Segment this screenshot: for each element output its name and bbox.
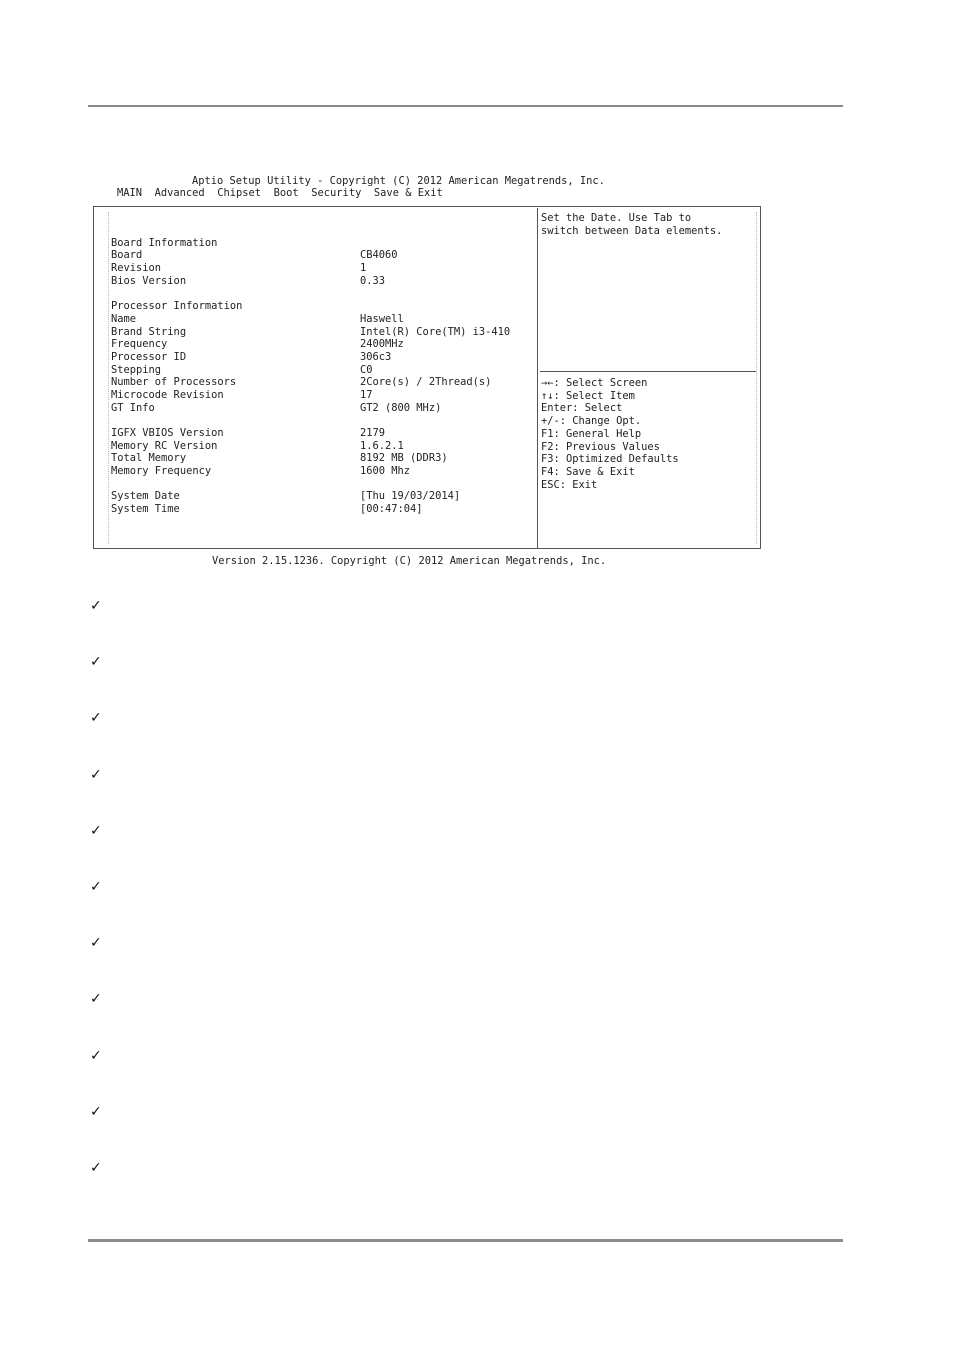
info-value: 2Core(s) / 2Thread(s) <box>360 376 492 389</box>
page-header-rule <box>88 105 843 107</box>
key-help-item: F4: Save & Exit <box>541 465 635 478</box>
info-label: Memory RC Version <box>111 439 218 452</box>
checkmark-icon: ✓ <box>90 1103 102 1120</box>
info-value: GT2 (800 MHz) <box>360 401 442 414</box>
item-help-text <box>541 212 722 237</box>
checkmark-icon: ✓ <box>90 1159 102 1176</box>
info-value: 306c3 <box>360 350 392 363</box>
info-label: Brand String <box>111 325 187 338</box>
key-help-item: F2: Previous Values <box>541 440 660 453</box>
key-help-item: +/-: Change Opt. <box>541 415 642 428</box>
info-value: Intel(R) Core(TM) i3-410 <box>360 325 511 338</box>
info-label: Microcode Revision <box>111 388 224 401</box>
info-value: 17 <box>360 388 373 401</box>
info-label: Memory Frequency <box>111 465 212 478</box>
menu-security[interactable]: Security <box>311 187 362 199</box>
menu-boot[interactable]: Boot <box>273 187 299 199</box>
info-value: 8192 MB (DDR3) <box>360 452 448 465</box>
info-label: Revision <box>111 262 162 275</box>
key-help-item: →←: Select Screen <box>541 377 648 389</box>
info-value[interactable]: [Thu 19/03/2014] <box>360 490 461 503</box>
bios-title: Aptio Setup Utility - Copyright (C) 2012 American Megatrends, Inc. <box>192 175 605 187</box>
info-label: Stepping <box>111 363 162 376</box>
info-value: 1600 Mhz <box>360 465 411 478</box>
bios-menu-bar <box>117 187 443 200</box>
info-value: C0 <box>360 363 373 376</box>
info-label: System Time <box>111 503 180 516</box>
checkmark-icon: ✓ <box>90 654 102 671</box>
info-label: IGFX VBIOS Version <box>111 427 224 439</box>
key-help-item: F3: Optimized Defaults <box>541 453 679 466</box>
info-value[interactable]: [00:47:04] <box>360 503 423 516</box>
info-value: 1 <box>360 262 367 275</box>
panel-divider <box>537 208 538 548</box>
menu-chipset[interactable]: Chipset <box>217 187 262 199</box>
checkmark-icon: ✓ <box>90 1047 102 1064</box>
frame-inner-guide-left <box>108 212 109 544</box>
checkmark-icon: ✓ <box>90 710 102 727</box>
info-label: Name <box>111 312 137 325</box>
info-label: Frequency <box>111 338 168 351</box>
info-label: GT Info <box>111 401 155 414</box>
info-value: 0.33 <box>360 274 386 287</box>
key-help-item: ESC: Exit <box>541 478 598 491</box>
help-divider <box>540 371 756 372</box>
checkmark-icon: ✓ <box>90 766 102 783</box>
key-help-item: Enter: Select <box>541 402 623 415</box>
info-label: Processor Information <box>111 300 243 313</box>
info-label: Board <box>111 249 143 262</box>
info-label: Total Memory <box>111 452 187 465</box>
page-footer-rule <box>88 1239 843 1242</box>
menu-save-exit[interactable]: Save & Exit <box>373 187 443 199</box>
info-value: 2400MHz <box>360 338 404 351</box>
info-value: 1.6.2.1 <box>360 439 404 452</box>
checklist <box>90 597 102 1215</box>
frame-inner-guide-right <box>756 212 757 544</box>
info-label: Board Information <box>111 236 218 249</box>
checkmark-icon: ✓ <box>90 822 102 839</box>
info-value: 2179 <box>360 427 386 439</box>
checkmark-icon: ✓ <box>90 991 102 1008</box>
help-line: switch between Data elements. <box>541 224 723 237</box>
key-help-item: F1: General Help <box>541 427 642 440</box>
menu-main[interactable]: MAIN <box>117 187 143 199</box>
help-line: Set the Date. Use Tab to <box>541 212 692 224</box>
info-label: Bios Version <box>111 274 187 287</box>
info-label: Number of Processors <box>111 376 237 389</box>
checkmark-icon: ✓ <box>90 935 102 952</box>
key-help-item: ↑↓: Select Item <box>541 389 635 402</box>
bios-version-footer: Version 2.15.1236. Copyright (C) 2012 American Megatrends, Inc. <box>212 555 607 567</box>
checkmark-icon: ✓ <box>90 598 102 614</box>
menu-advanced[interactable]: Advanced <box>154 187 205 199</box>
checkmark-icon: ✓ <box>90 878 102 895</box>
key-help-list <box>541 377 679 491</box>
info-label: Processor ID <box>111 350 187 363</box>
info-value: CB4060 <box>360 249 398 262</box>
info-label: System Date <box>111 490 180 503</box>
info-value: Haswell <box>360 312 404 325</box>
